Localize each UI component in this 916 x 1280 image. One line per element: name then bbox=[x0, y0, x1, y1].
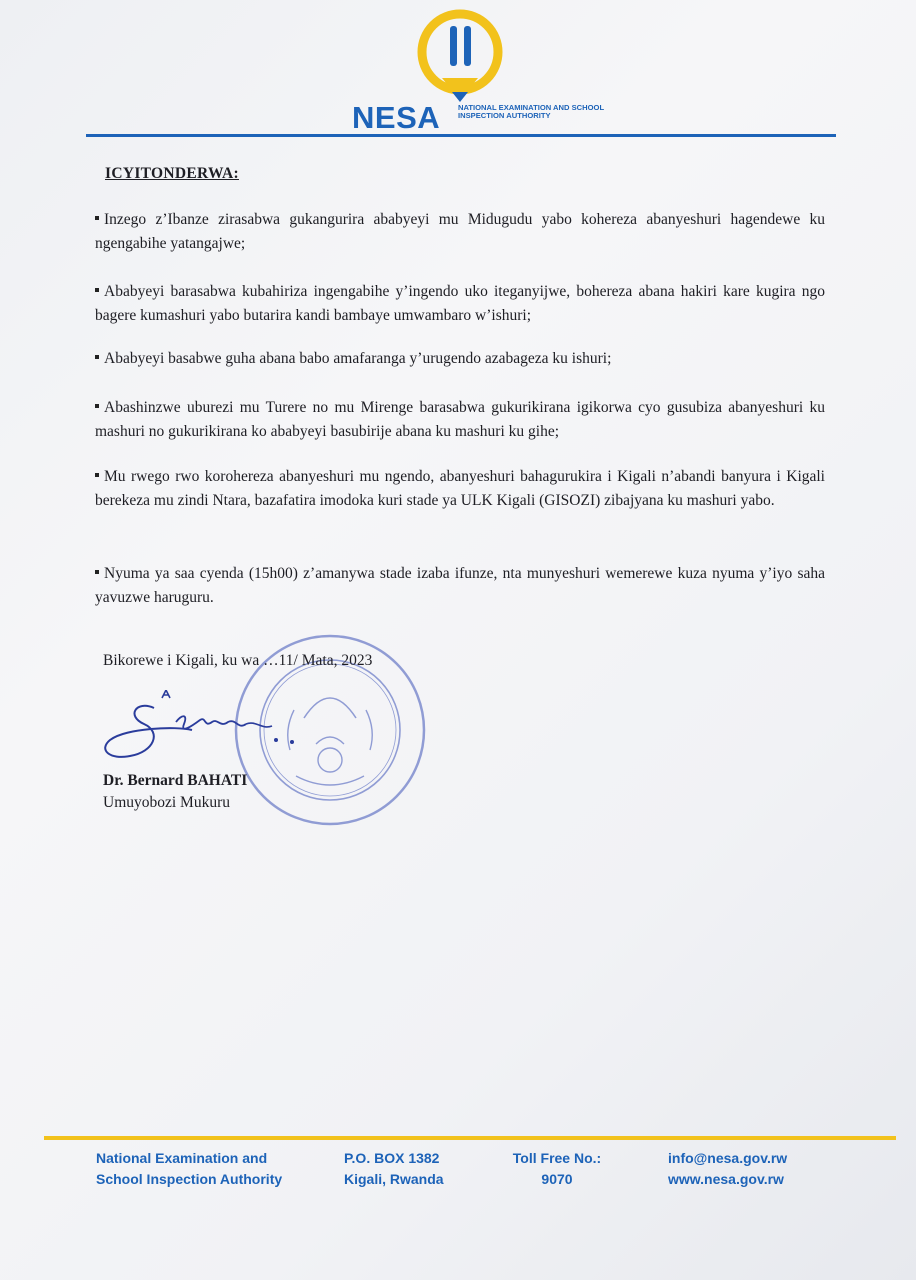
notice-paragraph: Ababyeyi barasabwa kubahiriza ingengabihe y’ingendo uko iteganyijwe, bohereza abana hakiri kare kugira ngo bagere kumashuri yabo butarira kandi bambaye umwambaro w’ishuri; bbox=[95, 283, 825, 324]
bullet-icon bbox=[95, 288, 99, 292]
notice-paragraph: Ababyeyi basabwe guha abana babo amafaranga y’urugendo azabageza ku ishuri; bbox=[95, 347, 825, 371]
notice-heading: ICYITONDERWA: bbox=[105, 165, 239, 182]
notice-paragraph: Inzego z’Ibanze zirasabwa gukangurira ababyeyi mu Midugudu yabo kohereza abanyeshuri hagendewe ku ngengabihe yatangajwe; bbox=[95, 211, 825, 252]
signer-name: Dr. Bernard BAHATI bbox=[103, 772, 248, 789]
signing-date: Bikorewe i Kigali, ku wa …11/ Mata, 2023 bbox=[103, 652, 373, 669]
signature bbox=[96, 690, 326, 770]
notice-paragraph: Mu rwego rwo korohereza abanyeshuri mu ngendo, abanyeshuri bahagurukira i Kigali n’abandi banyura i Kigali berekeza mu zindi Ntara, bazafatira imodoka kuri stade ya ULK Kigali (GISOZI) zibajyana ku mashuri yabo. bbox=[95, 468, 825, 509]
brand-subtitle: NATIONAL EXAMINATION AND SCHOOL INSPECTION AUTHORITY bbox=[458, 103, 604, 121]
notice-paragraph: Abashinzwe uburezi mu Turere no mu Mirenge barasabwa gukurikirana igikorwa cyo gusubiza abanyeshuri ku mashuri no gukurikirana ko ababyeyi basubirije abana ku mashuri ku gihe; bbox=[95, 399, 825, 440]
bullet-icon bbox=[95, 404, 99, 408]
footer-organization: National Examination and School Inspection Authority bbox=[96, 1150, 283, 1187]
website-link[interactable]: www.nesa.gov.rw bbox=[668, 1171, 784, 1187]
bullet-icon bbox=[95, 473, 99, 477]
footer-divider bbox=[44, 1136, 896, 1140]
bullet-icon bbox=[95, 570, 99, 574]
pencil-logo-icon bbox=[412, 8, 508, 104]
brand-name: NESA bbox=[352, 100, 441, 135]
header-divider bbox=[86, 134, 836, 137]
footer-contact bbox=[668, 1148, 787, 1190]
signer-title: Umuyobozi Mukuru bbox=[103, 794, 231, 811]
footer-toll-free: Toll Free No.: 9070 bbox=[512, 1150, 602, 1187]
email-link[interactable]: info@nesa.gov.rw bbox=[668, 1150, 788, 1166]
notice-paragraph: Nyuma ya saa cyenda (15h00) z’amanywa stade izaba ifunze, nta munyeshuri wemerewe kuza nyuma y’iyo saha yavuzwe haruguru. bbox=[95, 565, 825, 606]
bullet-icon bbox=[95, 355, 99, 359]
footer-address: P.O. BOX 1382 Kigali, Rwanda bbox=[344, 1150, 444, 1187]
bullet-icon bbox=[95, 216, 99, 220]
